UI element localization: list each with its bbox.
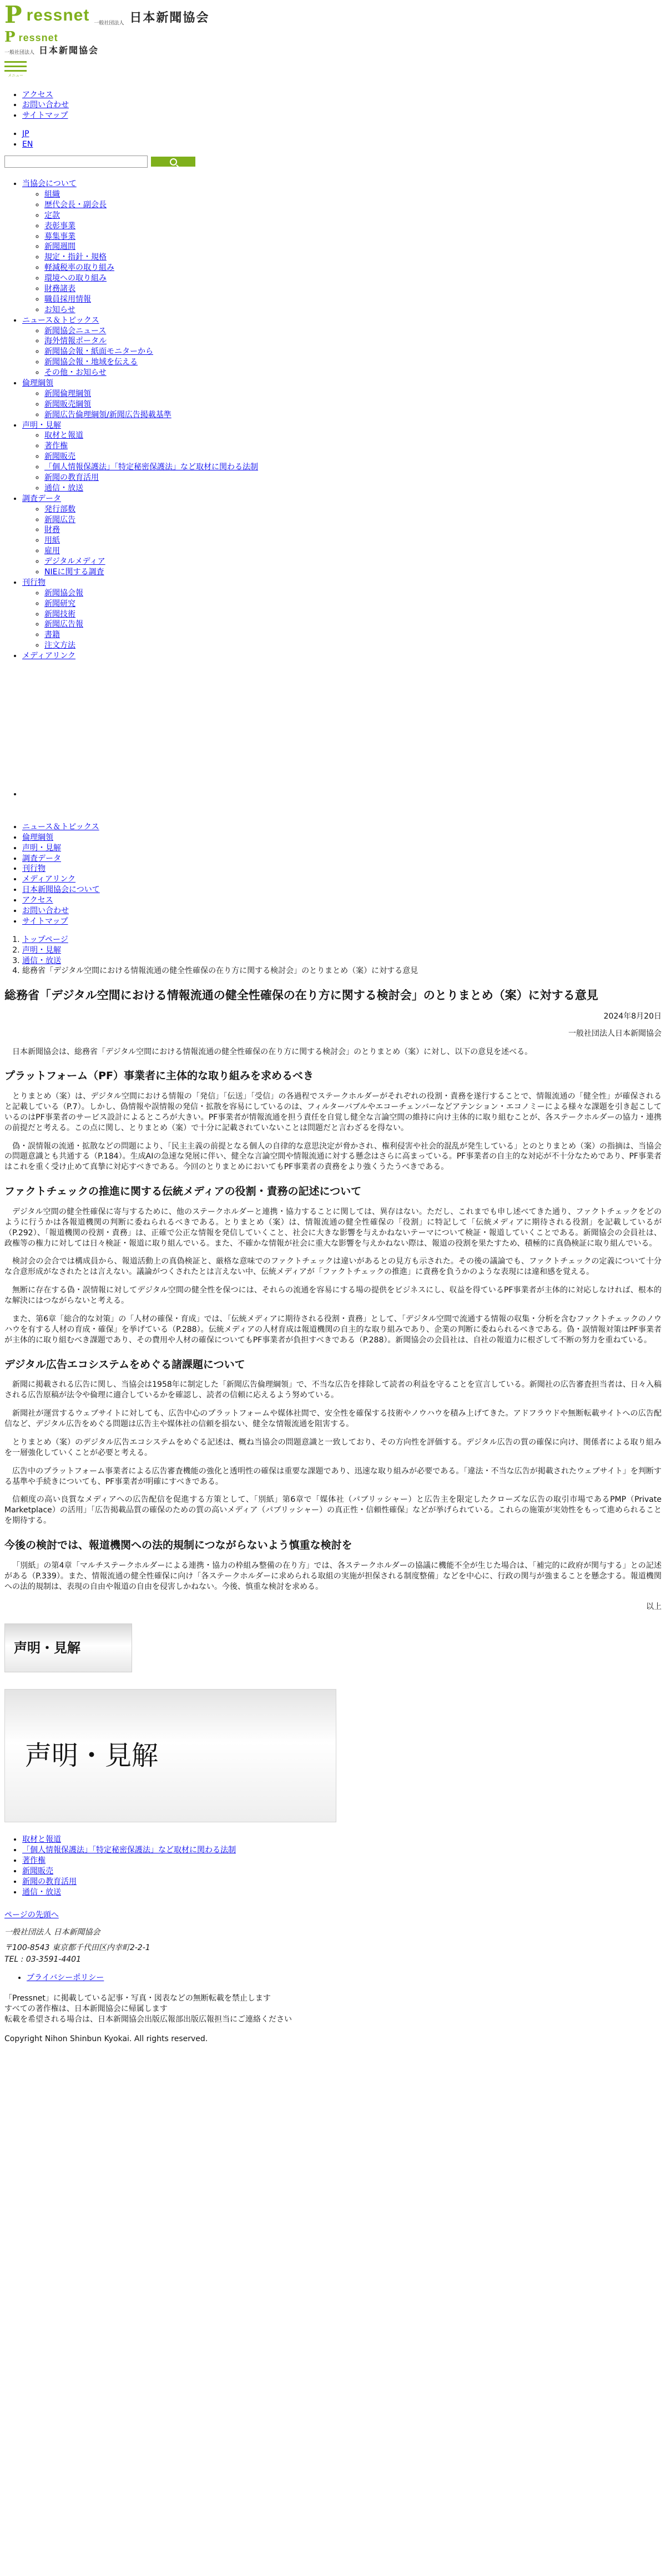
nav-subitem [44,640,666,651]
section-paragraph: 「別紙」の第4章「マルチステークホルダーによる連携・協力の枠組み整備の在り方」では、各ステークホルダーの協議に機能不全が生じた場合は、「補完的に政府が関与する」との記述がある（P.339）。また、情報流通の健全性確保に向け「各ステークホルダーに求められる取組の実施が担保される制度整備」などを中心に、行政の関与が強まることを懸念する。報道機関への法的規制は、表現の自由や報道の自由を侵害しかねない。今後、慎重な検討を求める。 [4,1561,662,1591]
category-sub-link[interactable]: 著作権 [22,1856,46,1866]
nav-section-link[interactable]: ニュース＆トピックス [22,315,99,325]
breadcrumb-item [22,935,666,945]
nav-subitem [44,336,666,347]
nav-subitem-link[interactable]: NIEに関する調査 [44,568,104,577]
site-logo[interactable] [0,0,666,27]
page-top-link[interactable]: ページの先頭へ [4,1910,59,1920]
category-sub-link[interactable]: 新聞販売 [22,1867,53,1876]
nav-subitem-link[interactable]: 職員採用情報 [44,294,91,304]
nav-subitem [44,326,666,337]
nav-subitem-link[interactable]: 書籍 [44,630,60,640]
nav-subitem-link[interactable]: 新聞販売綱領 [44,399,91,409]
nav-subitem [44,410,666,420]
category-sub-links [0,1835,666,1897]
nav-subitem [44,242,666,252]
nav-subitem-link[interactable]: 規定・指針・規格 [44,253,107,262]
nav-subitem-link[interactable]: 発行部数 [44,504,75,514]
nav-subitem-link[interactable]: 募集事業 [44,232,75,241]
section-heading: 今後の検討では、報道機関への法的規制につながらないよう慎重な検討を [4,1539,352,1552]
nav-section [22,179,666,315]
nav-subitem-link[interactable]: 新聞技術 [44,609,75,619]
nav-subitem-link[interactable]: 新聞協会報 [44,588,83,598]
article-end-mark: 以上 [646,1602,662,1612]
category-banner-small[interactable]: 声明・見解 [4,1623,132,1672]
section-paragraph: とりまとめ（案）のデジタル広告エコシステムをめぐる記述は、概ね当協会の問題意識と一致しており、その方向性を評価する。デジタル広告の質の確保に向け、関係者による取り組みを一層強化していくことが必要と考える。 [4,1437,662,1457]
page-title: 総務省「デジタル空間における情報流通の健全性確保の在り方に関する検討会」のとりまとめ（案）に対する意見 [4,989,598,1003]
nav-subitem [44,452,666,462]
menu-toggle-button[interactable] [4,61,27,78]
footer-org: 一般社団法人 日本新聞協会 [4,1927,100,1937]
secondary-nav-link[interactable]: アクセス [22,896,53,905]
search-icon [170,158,177,166]
secondary-nav-link[interactable]: お問い合わせ [22,906,69,916]
menu-label: メニュー [8,73,23,78]
nav-subitem [44,221,666,232]
nav-section [22,651,666,661]
logo-wordmark: ressnet [26,6,90,24]
nav-subitem-link[interactable]: 財務諸表 [44,284,75,293]
nav-section-link[interactable]: 当協会について [22,179,77,189]
nav-subitem-link[interactable]: 新聞協会報・地域を伝える [44,358,138,367]
nav-subitem [44,294,666,305]
nav-subitem [44,473,666,483]
nav-subitem [44,567,666,578]
logo-jp-name-small: 日本新聞協会 [39,45,99,56]
secondary-nav-item [22,906,666,916]
nav-subitem [44,273,666,284]
nav-subitem [44,284,666,294]
nav-subitem-link[interactable]: 環境への取り組み [44,274,107,283]
nav-subitem [44,252,666,263]
breadcrumb-item [22,945,666,956]
section-heading: プラットフォーム（PF）事業者に主体的な取り組みを求めるべき [4,1070,314,1082]
logo-mark: P [4,1,22,28]
section-paragraph: 検討会の会合では構成員から、報道活動上の真偽検証と、厳格な意味でのファクトチェックは違いがあるとの見方も示された。その後の議論でも、ファクトチェックの定義について十分な合意形成がなされたとは言えない。議論がつくされたとは言えない中、伝統メディアが「ファクトチェックの推進」に責務を負うかのような表現には違和感を覚える。 [4,1257,662,1277]
secondary-nav-link[interactable]: メディアリンク [22,875,76,884]
category-sub-item [22,1866,666,1877]
nav-subitem-link[interactable]: 財務 [44,525,60,535]
section-paragraph: とりまとめ（案）は、デジタル空間における情報の「発信」「伝送」「受信」の各過程でステークホルダーがそれぞれの役割・責務を遂行することで、情報流通の「健全性」が確保されると記載している（P.7）。しかし、偽情報や誤情報の発信・拡散を容易にしているのは、フィルターバブルやエコーチェンバーなどアテンション・エコノミーによる様々な課題を引き起こしているのはPF事業者のサービス設計によるところが大きい。PF事業者が情報流通を担う責任を自覚し健全な言論空間の維持に向け主体的に取り組むことが、各ステークホルダーの協力・連携の前提だと考える。この点に関し、とりまとめ（案）で十分に記載されていないことは問題だと言わざるを得ない。 [4,1092,662,1132]
notice-line: すべての著作権は、日本新聞協会に帰属します [4,2004,168,2014]
category-sub-item [22,1856,666,1866]
logo-jp-name: 日本新聞協会 [129,11,210,26]
nav-spacer [0,789,666,800]
footer-tel: TEL : 03-3591-4401 [4,1955,81,1964]
copyright: Copyright Nihon Shinbun Kyokai. All rights reserved. [4,2034,208,2043]
logo-corp-prefix: 一般社団法人 [94,20,124,26]
category-banner-large[interactable]: 声明・見解 [4,1689,336,1822]
category-sub-link[interactable]: 「個人情報保護法」「特定秘密保護法」など取材に関わる法制 [22,1846,236,1855]
secondary-nav-item [22,833,666,843]
nav-subitem-link[interactable]: 著作権 [44,442,68,451]
nav-subitem [44,368,666,378]
nav-subitem-link[interactable]: 注文方法 [44,641,75,650]
category-sub-link[interactable]: 新聞の教育活用 [22,1877,77,1886]
section-paragraph: また、第6章「総合的な対策」の「人材の確保・育成」では、「伝統メディアに期待される役割・責務」として、「デジタル空間で流通する情報の収集・分析を含むファクトチェックのノウハウを有する人材の育成・確保」を挙げている（P.288）。伝統メディアの人材育成は報道機関の自主的な取り組みであり、企業の判断に委ねられるべきである。偽・誤情報対策はPF事業者が主体的に取り組むべき課題であり、その費用や人材の確保についてもPF事業者が負担すべきである（P.288）。新聞協会の会員社は、自社の報道力に根ざして不断の努力を重ねている。 [4,1315,662,1345]
nav-subitem-link[interactable]: 「個人情報保護法」「特定秘密保護法」など取材に関わる法制 [44,463,258,472]
nav-subitem [44,430,666,441]
menu-bar [4,70,27,72]
nav-subitem [44,347,666,357]
nav-subitem [44,462,666,473]
nav-subitem [44,305,666,315]
privacy-policy-link[interactable]: プライバシーポリシー [27,1973,104,1983]
nav-subitem [44,588,666,599]
nav-subitem [44,441,666,452]
nav-subitem-link[interactable]: 新聞協会報・紙面モニターから [44,347,153,357]
secondary-nav-item [22,822,666,833]
nav-subitem [44,483,666,494]
secondary-nav-item [22,854,666,864]
nav-subitem-link[interactable]: 新聞広告報 [44,620,83,629]
article-date: 2024年8月20日 [603,1011,662,1021]
nav-subitem-link[interactable]: 取材と報道 [44,431,83,440]
nav-subitem-link[interactable]: 新聞週間 [44,242,75,252]
nav-subitem [44,189,666,200]
nav-subitem-link[interactable]: 新聞協会ニュース [44,326,107,335]
article-author: 一般社団法人日本新聞協会 [568,1029,662,1038]
utility-link-sitemap[interactable]: サイトマップ [22,111,68,121]
nav-subitem-link[interactable]: 海外情報ポータル [44,337,107,346]
section-paragraph: 新聞に掲載される広告に関し、当協会は1958年に制定した「新聞広告倫理綱領」で、不当な広告を排除して読者の利益を守ることを宣言している。新聞社の広告審査担当者は、日々入稿される広告原稿が法令や倫理に適合しているかを確認し、読者の信頼に応えるよう努めている。 [4,1380,662,1400]
category-sub-item [22,1835,666,1845]
nav-subitem [44,630,666,640]
nav-section [22,378,666,420]
nav-subitem-link[interactable]: 表彰事業 [44,221,75,230]
nav-subitem-link[interactable]: 新聞の教育活用 [44,473,99,482]
secondary-nav-item [22,895,666,906]
nav-subitem-link[interactable]: 新聞販売 [44,452,75,462]
section-heading: デジタル広告エコシステムをめぐる諸課題について [4,1358,245,1371]
copyright-notice [4,1993,662,2025]
nav-subitem [44,200,666,211]
article [0,988,666,1612]
nav-section [22,578,666,651]
nav-subitem [44,599,666,609]
breadcrumb-item [22,956,666,966]
nav-subitem [44,263,666,273]
search-bar [0,150,666,168]
logo-mark-small: P [4,29,16,46]
secondary-nav-link[interactable]: 刊行物 [22,864,46,874]
nav-section-link[interactable]: 調査データ [22,494,61,503]
search-input[interactable] [4,156,148,168]
nav-subitem [44,525,666,535]
category-sub-item [22,1887,666,1898]
nav-subitem-link[interactable]: 雇用 [44,547,60,556]
nav-subitem [44,504,666,515]
secondary-nav-link[interactable]: 調査データ [22,854,61,863]
category-sub-item [22,1877,666,1887]
notice-line: 転載を希望される場合は、日本新聞協会出版広報部出版広報担当にご連絡ください [4,2014,292,2024]
site-logo-small[interactable] [0,27,666,44]
menu-bar [4,66,27,67]
nav-subitem-link[interactable]: 組織 [44,189,60,199]
breadcrumb [0,935,666,977]
breadcrumb-current: 総務省「デジタル空間における情報流通の健全性確保の在り方に関する検討会」のとりまとめ（案）に対する意見 [22,966,418,976]
language-en-link[interactable]: EN [22,140,33,149]
nav-subitem-link[interactable]: 新聞倫理綱領 [44,389,91,398]
category-sub-link[interactable]: 取材と報道 [22,1835,61,1845]
article-sections [4,1069,662,1592]
utility-links [0,90,666,122]
footer [0,1927,666,2025]
nav-subitem-link[interactable]: その他・お知らせ [44,368,107,378]
section-paragraph: 信頼度の高い良質なメディアへの広告配信を促進する方策として、「別紙」第6章で「媒体社（パブリッシャー）と広告主を限定したクローズな広告の取引市場であるPMP（Private Marketplace）の活用」「広告掲載品質の確保のための質の高いメディア（パブリッシャー）の真正性・信頼性確保」などが挙げられている。これらの施策が実効性をもって進められることを期待する。 [4,1495,662,1526]
section-paragraph: 新聞社が運営するウェブサイトに対しても、広告中心のプラットフォームや媒体社間で、安全性を確保する技術やノウハウを積み上げてきた。アドフラウドや無断転載サイトへの広告配信など、デジタル広告をめぐる問題は広告主や媒体社の信頼を損ない、健全な情報流通を阻害する。 [4,1409,662,1429]
nav-section [22,494,666,578]
breadcrumb-link[interactable]: 声明・見解 [22,945,61,955]
secondary-nav-link[interactable]: ニュース＆トピックス [22,822,99,831]
nav-subitem-link[interactable]: 軽減税率の取り組み [44,263,114,273]
nav-subitem-link[interactable]: 定款 [44,211,60,220]
secondary-nav-item [22,843,666,854]
secondary-nav-link[interactable]: 倫理綱領 [22,833,53,842]
secondary-nav-link[interactable]: 声明・見解 [22,843,61,853]
nav-subitem [44,535,666,546]
breadcrumb-item [22,966,666,976]
section-paragraph: 無断に存在する偽・誤情報に対してデジタル空間の健全性を保つには、それらの流通を容易にする場の提供をビジネスにし、収益を得ているPF事業者が主体的に対応しなければ、根本的な解決にはつながらないと考える。 [4,1286,662,1306]
global-nav [0,179,666,661]
breadcrumb-link[interactable]: 通信・放送 [22,956,61,965]
nav-section [22,315,666,378]
nav-subitem [44,357,666,368]
section-paragraph: 偽・誤情報の流通・拡散などの問題により、「民主主義の前提となる個人の自律的な意思決定が脅かされ、権利侵害や社会的混乱が発生している」とのとりまとめ（案）の指摘は、当協会の問題意識とも共通する（P.184）。生成AIの急速な発展に伴い、健全な言論空間や情報流通に対する懸念はさらに高まっている。PF事業者の自主的な対応が不十分なためであり、PF事業者はこれを重く受け止めて真摯に対応すべきである。今回のとりまとめにおいてもPF事業者の責務をより強くうたうべきである。 [4,1141,662,1172]
nav-section-link[interactable]: 倫理綱領 [22,378,53,388]
nav-subitem-link[interactable]: お知らせ [44,305,75,314]
secondary-nav-item [22,885,666,895]
logo-jp-line [0,44,666,57]
logo-wordmark-small: ressnet [18,32,58,43]
secondary-nav-link[interactable]: サイトマップ [22,916,68,926]
nav-subitem [44,619,666,630]
secondary-nav [0,822,666,927]
nav-section-link[interactable]: 声明・見解 [22,420,61,430]
nav-subitem [44,389,666,399]
breadcrumb-link[interactable]: トップページ [22,935,68,944]
search-button[interactable] [151,157,195,167]
logo-corp-prefix-small: 一般社団法人 [4,50,35,56]
language-jp-link[interactable]: JP [22,129,29,139]
menu-bar [4,61,27,63]
nav-section-link[interactable]: メディアリンク [22,651,76,661]
language-switcher [0,129,666,150]
category-sub-link[interactable]: 通信・放送 [22,1887,61,1897]
nav-subitem [44,211,666,221]
secondary-nav-link[interactable]: 日本新聞協会について [22,885,100,895]
nav-subitem-link[interactable]: 新聞広告倫理綱領/新聞広告掲載基準 [44,410,171,419]
nav-subitem [44,515,666,525]
utility-link-access[interactable]: アクセス [22,90,53,99]
nav-subitem [44,232,666,242]
section-paragraph: デジタル空間の健全性確保に寄与するために、他のステークホルダーと連携・協力することに関しては、異存はない。ただし、これまでも申し述べてきた通り、ファクトチェックをどのように行うかは各報道機関の判断に委ねられるべきである。とりまとめ（案）は、情報流通の健全性確保の「役割」に特記して「伝統メディアに期待される役割」を記載しているが（P.292）、「報道機関の役割・責務」は、正確で公正な情報を発信していくこと、社会に大きな影響を与えかねないテーマについて検証・報道していくことである。新聞協会の会員社は、政権等の権力に対しては日々検証・報道に取り組んでいる。また、不確かな情報が社会に重大な影響を与えかねない際は、報道の役割を果たすため、積極的に真偽検証に取り組んでいる。 [4,1207,662,1248]
nav-subitem-link[interactable]: 歴代会長・副会長 [44,200,107,209]
nav-subitem-link[interactable]: デジタルメディア [44,557,105,567]
secondary-nav-item [22,874,666,885]
article-intro: 日本新聞協会は、総務省「デジタル空間における情報流通の健全性確保の在り方に関する検討会」のとりまとめ（案）に対し、以下の意見を述べる。 [12,1047,533,1056]
utility-link-contact[interactable]: お問い合わせ [22,101,69,110]
empty-list-item [22,789,666,800]
nav-subitem-link[interactable]: 通信・放送 [44,483,83,493]
section-heading: ファクトチェックの推進に関する伝統メディアの役割・責務の記述について [4,1185,362,1198]
nav-subitem-link[interactable]: 新聞広告 [44,515,75,524]
nav-subitem [44,399,666,410]
secondary-nav-item [22,864,666,874]
nav-subitem-link[interactable]: 用紙 [44,536,60,545]
nav-section [22,420,666,494]
nav-subitem [44,557,666,567]
nav-subitem-link[interactable]: 新聞研究 [44,599,75,608]
secondary-nav-item [22,916,666,927]
category-sub-item [22,1845,666,1856]
section-paragraph: 広告中のプラットフォーム事業者による広告審査機能の強化と透明性の確保は重要な課題であり、迅速な取り組みが必要である。「違法・不当な広告が掲載されたウェブサイト」を判断する基準や手続きについても、PF事業者が明確にすべきである。 [4,1466,662,1486]
nav-subitem [44,609,666,620]
nav-subitem [44,546,666,557]
footer-address: 〒100-8543 東京都千代田区内幸町2-2-1 [4,1943,150,1953]
nav-section-link[interactable]: 刊行物 [22,578,46,587]
notice-line: 「Pressnet」に掲載している記事・写真・図表などの無断転載を禁止します [4,1994,271,2003]
